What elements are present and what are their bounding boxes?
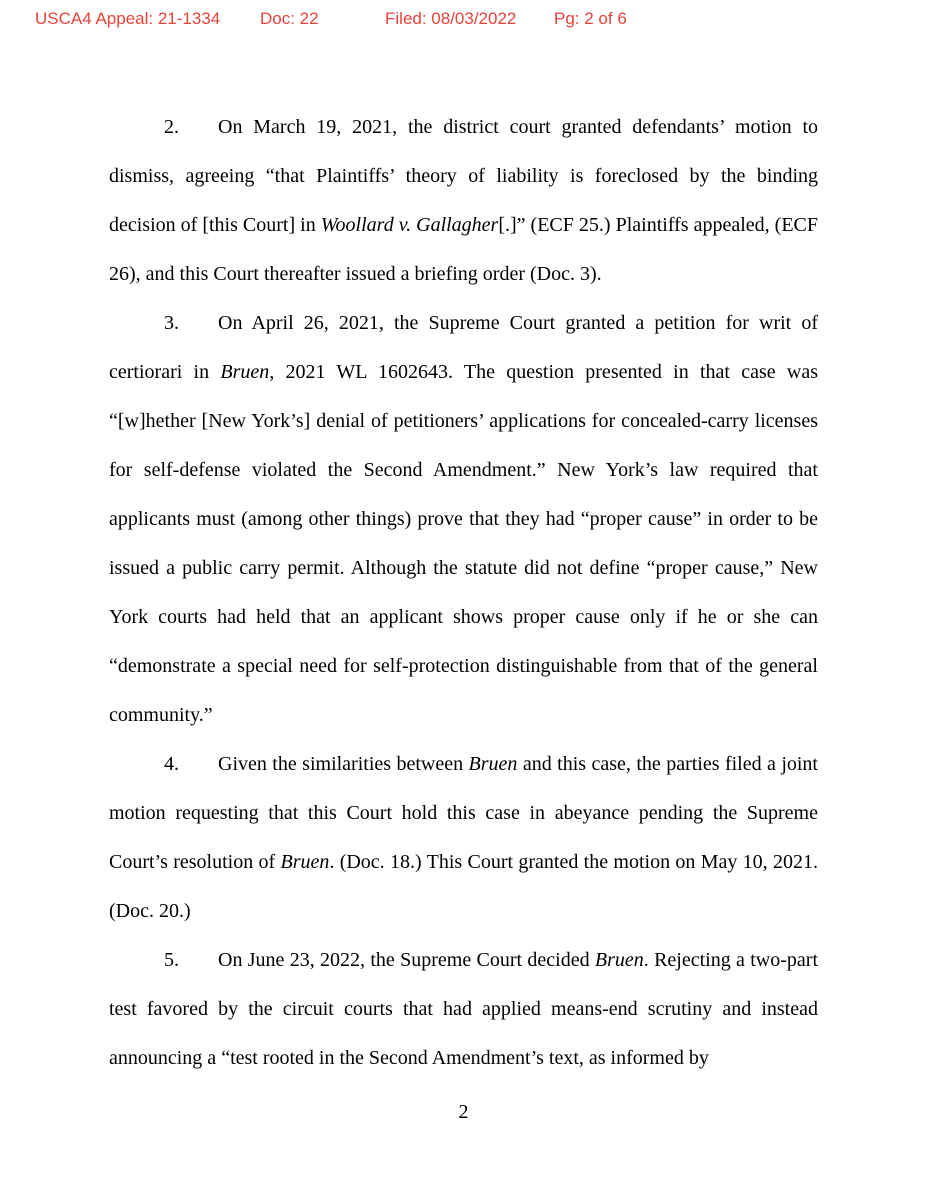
paragraph-text: , 2021 WL 1602643. The question presented in that case was “[w]hether [New York’s] denial of petitioners’ applications for concealed-carry licenses for self-defense violated the Second Amendment.” New York’s law required that applicants must (among other things) prove that they had “proper cause” in order to be issued a public carry permit. Although the statute did not define “proper cause,” New York courts had held that an applicant shows proper cause only if he or she can “demonstrate a special need for self-protection distinguishable from that of the general community.” [109,361,818,726]
paragraph-number: 3. [164,312,179,334]
case-citation: Bruen [468,753,518,775]
paragraph-text: [.]” (ECF 25.) Plaintiffs appealed, (ECF 26), and this Court thereafter issued a briefing order (Doc. 3). [109,214,818,285]
case-citation: Bruen [220,361,270,383]
paragraph-text: On June 23, 2022, the Supreme Court decided [218,949,595,971]
page-number: 2 [458,1101,469,1123]
header-appeal-number: USCA4 Appeal: 21-1334 [35,9,221,28]
paragraph-text: . (Doc. 18.) This Court granted the motion on May 10, 2021. (Doc. 20.) [109,851,818,922]
header-page-count: Pg: 2 of 6 [554,9,627,28]
ecf-header [0,9,927,33]
paragraph-text: . Rejecting a two-part test favored by the circuit courts that had applied means-end scrutiny and instead announcing a “test rooted in the Second Amendment’s text, as informed by [109,949,818,1069]
paragraph-4 [109,740,818,936]
paragraph-text: and this case, the parties filed a joint motion requesting that this Court hold this case in abeyance pending the Supreme Court’s resolution of [109,753,818,873]
header-filed-date: Filed: 08/03/2022 [385,9,517,28]
paragraph-number: 5. [164,949,179,971]
paragraph-text: On April 26, 2021, the Supreme Court granted a petition for writ of certiorari in [109,312,818,383]
paragraph-number: 2. [164,116,179,138]
paragraph-2 [109,103,818,299]
paragraph-text: On March 19, 2021, the district court granted defendants’ motion to dismiss, agreeing “that Plaintiffs’ theory of liability is foreclosed by the binding decision of [this Court] in [109,116,818,236]
paragraph-number: 4. [164,753,179,775]
paragraph-3 [109,299,818,740]
paragraph-5 [109,936,818,1083]
document-body [109,103,818,1083]
paragraph-text: Given the similarities between [218,753,469,775]
case-citation: Woollard v. Gallagher [320,214,499,236]
case-citation: Bruen [594,949,644,971]
header-doc-number: Doc: 22 [260,9,319,28]
case-citation: Bruen [280,851,330,873]
